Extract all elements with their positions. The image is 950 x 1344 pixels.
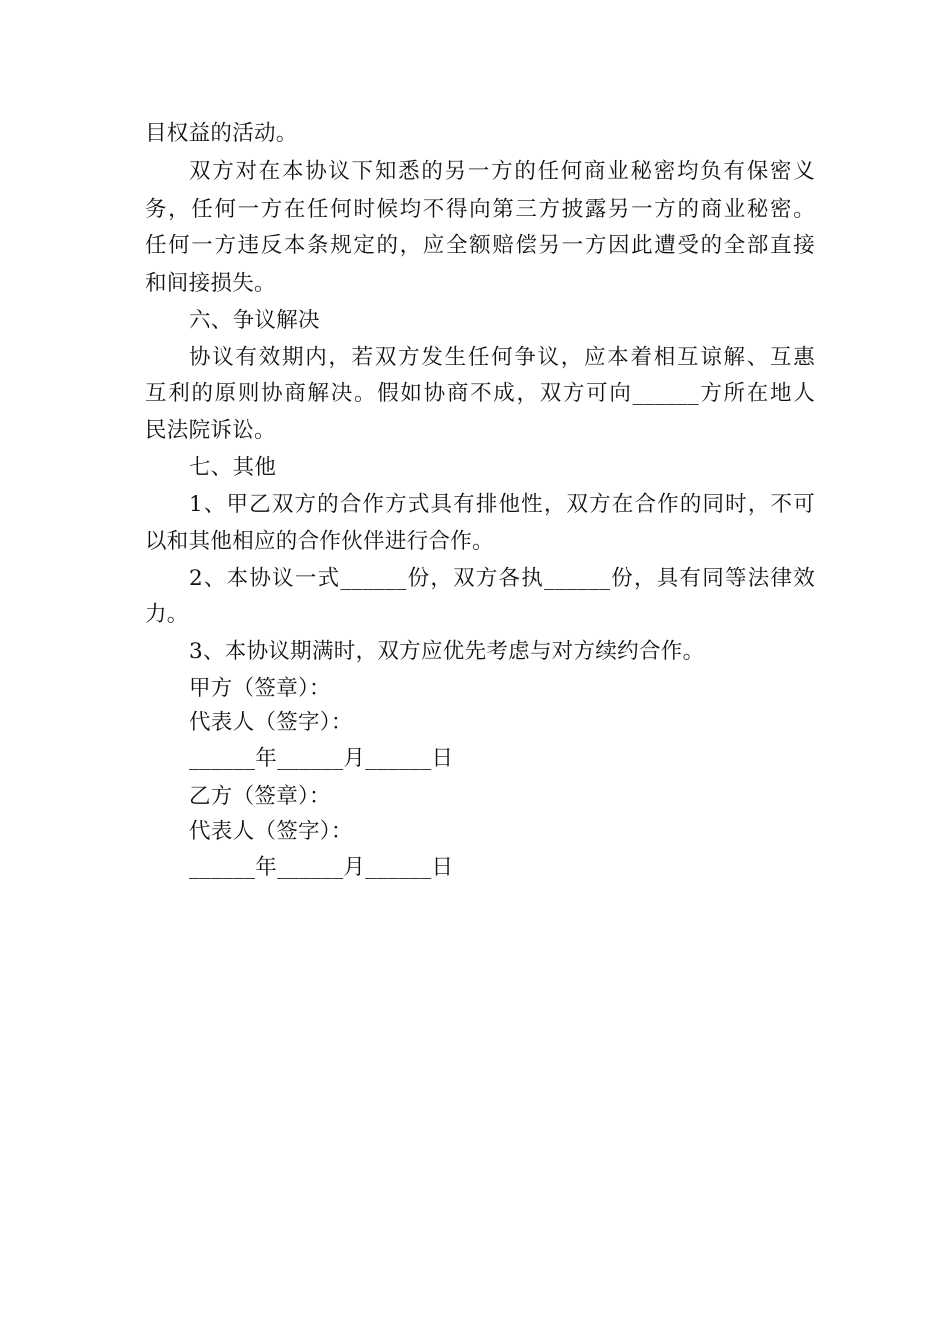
- text-line: 协议有效期内，若双方发生任何争议，应本着相互谅解、互惠: [189, 345, 815, 370]
- party-a-seal-label: 甲方（签章）：: [189, 676, 331, 701]
- party-b-date-line: ______年______月______日: [189, 855, 454, 880]
- party-b-representative-label: 代表人（签字）：: [189, 819, 353, 844]
- text-line: 民法院诉讼。: [145, 418, 276, 443]
- text-line: 2、本协议一式______份，双方各执______份，具有同等法律效: [189, 566, 815, 591]
- section-heading: 七、其他: [189, 455, 277, 480]
- text-line: 1、甲乙双方的合作方式具有排他性，双方在合作的同时，不可: [189, 492, 815, 517]
- party-a-representative-label: 代表人（签字）：: [189, 710, 353, 735]
- text-line: 以和其他相应的合作伙伴进行合作。: [145, 529, 494, 554]
- text-line: 双方对在本协议下知悉的另一方的任何商业秘密均负有保密义: [189, 159, 815, 184]
- text-line: 务，任何一方在任何时候均不得向第三方披露另一方的商业秘密。: [145, 197, 815, 222]
- text-line: 力。: [145, 602, 189, 627]
- text-line: 3、本协议期满时，双方应优先考虑与对方续约合作。: [189, 639, 705, 664]
- party-b-seal-label: 乙方（签章）：: [189, 784, 331, 809]
- section-heading: 六、争议解决: [189, 308, 320, 333]
- text-line: 目权益的活动。: [145, 121, 298, 146]
- text-line: 互利的原则协商解决。假如协商不成，双方可向______方所在地人: [145, 381, 815, 406]
- party-a-date-line: ______年______月______日: [189, 746, 454, 771]
- text-line: 和间接损失。: [145, 271, 276, 296]
- text-line: 任何一方违反本条规定的，应全额赔偿另一方因此遭受的全部直接: [145, 233, 815, 258]
